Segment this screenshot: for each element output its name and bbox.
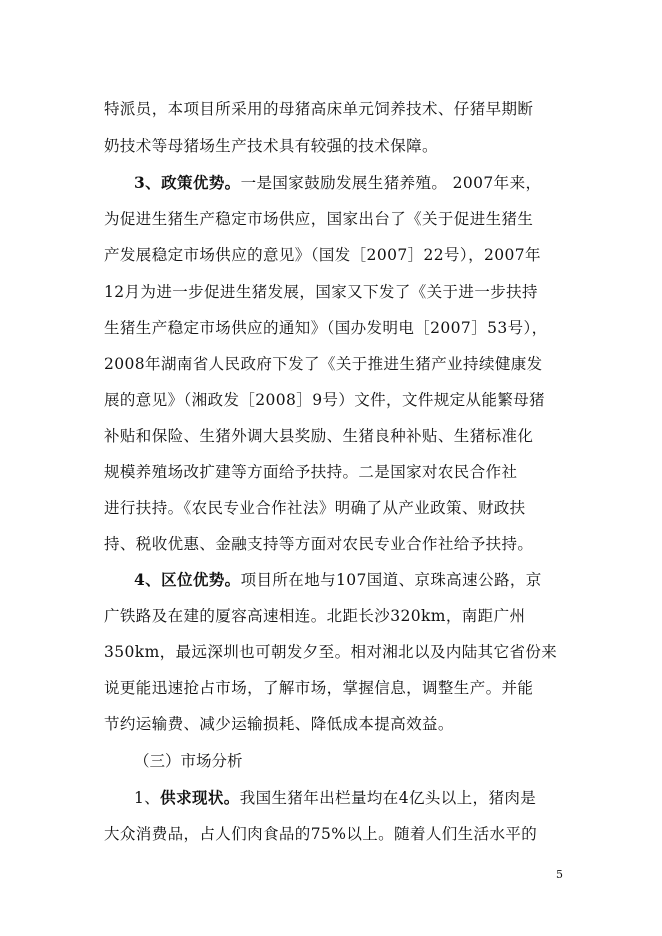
page-number: 5 <box>556 868 563 881</box>
paragraph-line: 进行扶持。《农民专业合作社法》明确了从产业政策、财政扶 <box>104 499 526 517</box>
paragraph-line: 广铁路及在建的厦容高速相连。北距长沙320km，南距广州 <box>104 607 526 625</box>
paragraph-line: 350km，最远深圳也可朝发夕至。相对湘北以及内陆其它省份来 <box>104 643 558 661</box>
paragraph-line: 节约运输费、减少运输损耗、降低成本提高效益。 <box>104 715 454 733</box>
section-heading-policy: 3、政策优势。一是国家鼓励发展生猪养殖。 2007年来， <box>134 173 542 192</box>
paragraph-line: 生猪生产稳定市场供应的通知》（国办发明电［2007］53号）， <box>104 319 548 337</box>
subsection-heading-market: （三）市场分析 <box>134 752 243 770</box>
paragraph-line: 特派员，本项目所采用的母猪高床单元饲养技术、仔猪早期断 <box>104 100 534 118</box>
paragraph-line: 大众消费品，占人们肉食品的75%以上。随着人们生活水平的 <box>104 825 538 843</box>
paragraph-line: 12月为进一步促进生猪发展，国家又下发了《关于进一步扶持 <box>104 283 538 301</box>
paragraph-line: 奶技术等母猪场生产技术具有较强的技术保障。 <box>104 137 438 155</box>
paragraph-line: 规模养殖场改扩建等方面给予扶持。二是国家对农民合作社 <box>104 463 518 481</box>
paragraph-line: 为促进生猪生产稳定市场供应，国家出台了《关于促进生猪生 <box>104 210 534 228</box>
paragraph-line: 产发展稳定市场供应的意见》（国发［2007］22号），2007年 <box>104 246 541 264</box>
paragraph-line: 持、税收优惠、金融支持等方面对农民专业合作社给予扶持。 <box>104 535 534 553</box>
paragraph-line: 补贴和保险、生猪外调大县奖励、生猪良种补贴、生猪标准化 <box>104 427 534 445</box>
heading-bold: 3、政策优势。 <box>134 173 241 192</box>
section-heading-supply: 1、供求现状。我国生猪年出栏量均在4亿头以上，猪肉是 <box>134 788 537 807</box>
paragraph-line: 展的意见》（湘政发［2008］9号）文件，文件规定从能繁母猪 <box>104 391 546 409</box>
paragraph-line: 说更能迅速抢占市场，了解市场，掌握信息，调整生产。并能 <box>104 679 534 697</box>
heading-bold: 供求现状。 <box>160 788 240 807</box>
heading-bold: 4、区位优势。 <box>134 570 241 589</box>
section-heading-location: 4、区位优势。项目所在地与107国道、京珠高速公路，京 <box>134 570 542 589</box>
paragraph-line: 2008年湖南省人民政府下发了《关于推进生猪产业持续健康发 <box>104 355 543 373</box>
